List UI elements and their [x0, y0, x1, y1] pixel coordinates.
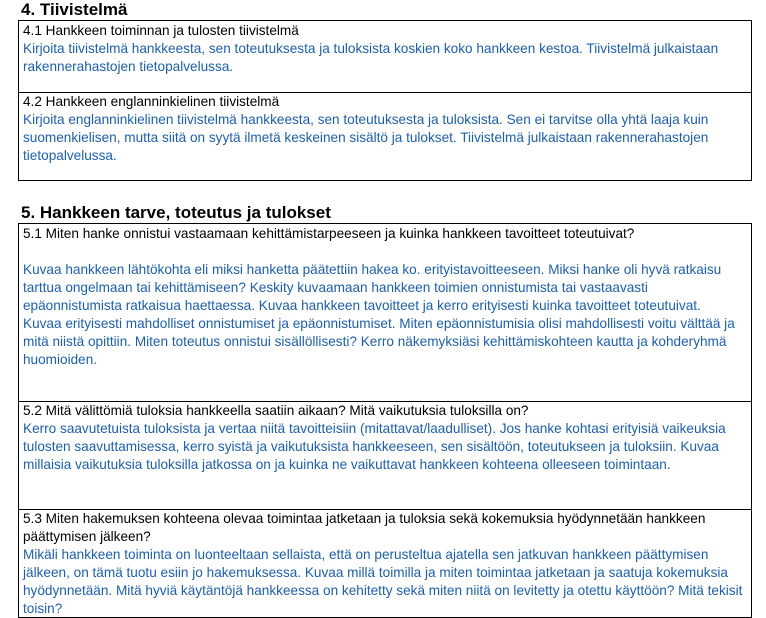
field-4-1-instruction: Kirjoita tiivistelmä hankkeesta, sen toteutuksesta ja tuloksista koskien koko hankkeen kestoa. Tiivistelmä julkaistaan rakennerahastojen tietopalvelussa. — [23, 41, 719, 74]
field-5-2[interactable] — [19, 401, 751, 509]
field-5-3-question: 5.3 Miten hakemuksen kohteena olevaa toimintaa jatketaan ja tuloksia sekä kokemuksia hyödynnetään hankkeen päättymisen jälkeen? — [23, 511, 706, 544]
field-5-3[interactable] — [19, 509, 751, 618]
field-5-1[interactable] — [19, 225, 751, 401]
section-4-box — [18, 20, 752, 181]
spacer — [23, 243, 747, 261]
field-5-3-instruction: Mikäli hankkeen toiminta on luonteeltaan sellaista, että on perusteltua ajatella sen jatkuvan hankkeen päättymisen jälkeen, on tämä tuotu esiin jo hakemuksessa. Kuvaa millä toimilla ja miten toimintaa jatketaan ja saatuja kokemuksia hyödynnetään. Mitä hyviä käytäntöjä hankkeessa on kehitetty sekä miten niitä on levitetty ja otettu käyttöön? Mitä tekisit toisin? — [23, 547, 743, 616]
section-4-heading: 4. Tiivistelmä — [21, 0, 128, 19]
section-5-box — [18, 223, 752, 618]
field-4-2-instruction: Kirjoita englanninkielinen tiivistelmä hankkeesta, sen toteutuksesta ja tuloksista. Sen ei tarvitse olla yhtä laaja kuin suomenkielisen, mutta siitä on syytä ilmetä keskeinen sisältö ja tulokset. Tiivistelmä julkaistaan rakennerahastojen tietopalvelussa. — [23, 112, 709, 163]
field-4-1-question: 4.1 Hankkeen toiminnan ja tulosten tiivistelmä — [23, 23, 299, 38]
field-4-1[interactable] — [19, 22, 751, 92]
section-5-heading: 5. Hankkeen tarve, toteutus ja tulokset — [21, 203, 331, 222]
field-5-1-question: 5.1 Miten hanke onnistui vastaamaan kehittämistarpeeseen ja kuinka hankkeen tavoitteet toteutuivat? — [23, 226, 635, 241]
field-5-2-instruction: Kerro saavutetuista tuloksista ja vertaa niitä tavoitteisiin (mitattavat/laadulliset). Jos hanke kohtasi erityisiä vaikeuksia tulosten saavuttamisessa, kerro syistä ja vaikutuksista hankkeeseen, sen sisältöön, toteutukseen ja tuloksiin. Kuvaa millaisia vaikutuksia tuloksilla jatkossa on ja kuinka ne vaikuttavat hankkeen kohteena olleeseen toimintaan. — [23, 421, 726, 472]
field-5-1-instruction-2: Kuvaa erityisesti mahdolliset onnistumiset ja epäonnistumiset. Miten epäonnistumisia olisi mahdollisesti voitu välttää ja mitä niistä opittiin. Miten toteutus onnistui sisällöllisesti? Kerro näkemyksiäsi kehittämiskohteen kautta ja kohderyhmä huomioiden. — [23, 316, 735, 367]
field-5-2-question: 5.2 Mitä välittömiä tuloksia hankkeella saatiin aikaan? Mitä vaikutuksia tuloksilla on? — [23, 403, 529, 418]
field-5-1-instruction-1: Kuvaa hankkeen lähtökohta eli miksi hanketta päätettiin hakea ko. erityistavoitteeseen. Miksi hanke oli hyvä ratkaisu tarttua ongelmaan tai kehittämiseen? Keskity kuvaamaan hankkeen toimien onnistumista tai vastaavasti epäonnistumista ratkaisua haettaessa. Kuvaa hankkeen tavoitteet ja kerro erityisesti kuinka tavoitteet toteutuivat. — [23, 262, 722, 313]
field-4-2[interactable] — [19, 92, 751, 181]
field-4-2-question: 4.2 Hankkeen englanninkielinen tiivistelmä — [23, 94, 280, 109]
